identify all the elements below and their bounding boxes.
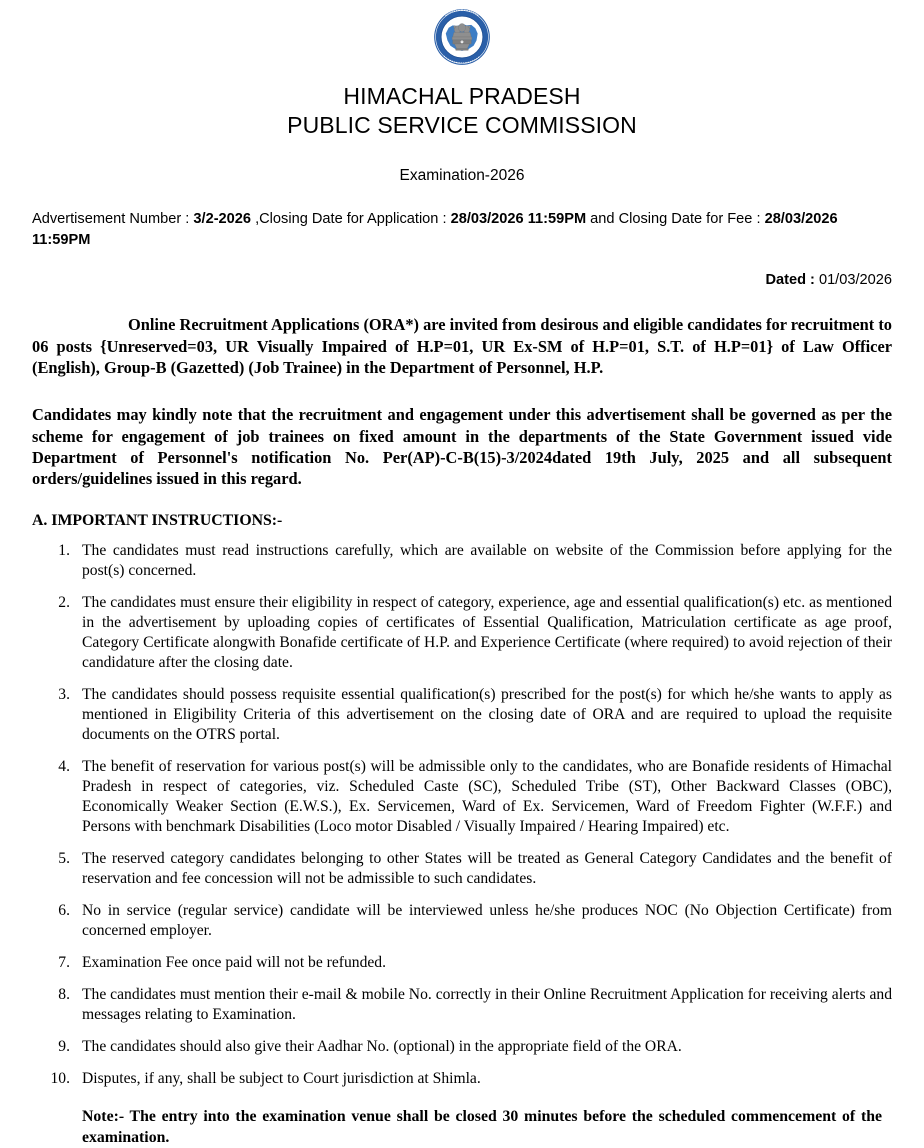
list-item — [32, 1069, 892, 1089]
list-item-number: 6. — [58, 902, 70, 920]
intro-paragraph: Online Recruitment Applications (ORA*) are invited from desirous and eligible candidates for recruitment to 06 posts {Unreserved=03, UR Visually Impaired of H.P=01, UR Ex-SM of H.P=01, S.T. of H.P=01} of Law Officer (English), Group-B (Gazetted) (Job Trainee) in the Department of Personnel, H.P. — [32, 315, 892, 378]
org-title-line2: PUBLIC SERVICE COMMISSION — [287, 111, 637, 138]
list-item — [32, 685, 892, 745]
list-item — [32, 953, 892, 973]
dated-label: Dated : — [765, 272, 819, 289]
list-item-number: 9. — [58, 1038, 70, 1056]
emblem-container — [32, 0, 892, 66]
list-item-number: 10. — [50, 1070, 70, 1088]
list-item — [32, 541, 892, 581]
advertisement-number-value: 3/2-2026 — [193, 210, 252, 227]
list-item-text: The reserved category candidates belonging to other States will be treated as General Category Candidates and the benefit of reservation and fee concession will not be admissible to such candidates. — [82, 850, 892, 888]
advertisement-number-label: Advertisement Number : — [32, 210, 194, 227]
note-text: Note:- The entry into the examination venue shall be closed 30 minutes before the scheduled commencement of the examination. — [82, 1108, 882, 1146]
list-item — [32, 757, 892, 837]
closing-date-application-label: ,Closing Date for Application : — [251, 210, 451, 227]
list-item — [32, 985, 892, 1025]
important-instructions-list — [32, 541, 892, 1090]
dated-line — [32, 272, 892, 288]
list-item — [32, 593, 892, 673]
list-item-text: The candidates must mention their e-mail & mobile No. correctly in their Online Recruitment Application for receiving alerts and messages relating to Examination. — [82, 986, 892, 1024]
list-item-text: The candidates must read instructions carefully, which are available on website of the Commission before applying for the post(s) concerned. — [82, 541, 892, 579]
list-item — [32, 849, 892, 889]
closing-date-fee-label: and Closing Date for Fee : — [586, 210, 765, 227]
list-item-text: The candidates should possess requisite essential qualification(s) prescribed for the post(s) for which he/she wants to apply as mentioned in Eligibility Criteria of this advertisement on the closing date of ORA and are required to upload the requisite documents on the OTRS portal. — [82, 685, 892, 743]
list-item-number: 8. — [58, 986, 70, 1004]
advertisement-meta-line — [32, 209, 892, 250]
dated-value: 01/03/2026 — [818, 272, 892, 289]
list-item-number: 1. — [58, 541, 70, 559]
list-item-text: No in service (regular service) candidate will be interviewed unless he/she produces NOC (No Objection Certificate) from concerned employer. — [82, 902, 892, 940]
list-item-number: 2. — [58, 593, 70, 611]
examination-title: Examination-2026 — [399, 166, 525, 184]
closing-date-application-value: 28/03/2026 11:59PM — [450, 210, 587, 227]
section-heading-important-instructions: A. IMPORTANT INSTRUCTIONS:- — [32, 511, 283, 529]
org-title-line1: HIMACHAL PRADESH — [343, 83, 581, 109]
hppsc-emblem-icon — [433, 8, 491, 66]
scheme-paragraph: Candidates may kindly note that the recruitment and engagement under this advertisement shall be governed as per the scheme for engagement of job trainees on fixed amount in the departments of the State Government issued vide Department of Personnel's notification No. Per(AP)-C-B(15)-3/2024dated 19th July, 2025 and all subsequent orders/guidelines issued in this regard. — [32, 405, 892, 489]
list-item — [32, 901, 892, 941]
organisation-title — [32, 82, 892, 140]
list-item-text: The benefit of reservation for various post(s) will be admissible only to the candidates, who are Bonafide residents of Himachal Pradesh in respect of categories, viz. Scheduled Caste (SC), Scheduled Tribe (ST), Other Backward Classes (OBC), Economically Weaker Section (E.W.S.), Ex. Servicemen, Ward of Ex. Servicemen, Ward of Freedom Fighter (W.F.F.) and Persons with benchmark Disabilities (Loco motor Disabled / Visually Impaired / Hearing Impaired) etc. — [82, 757, 892, 836]
list-item-text: Examination Fee once paid will not be refunded. — [82, 954, 386, 972]
list-item-number: 5. — [58, 850, 70, 868]
list-item-text: The candidates must ensure their eligibility in respect of category, experience, age and essential qualification(s) etc. as mentioned in the advertisement by uploading copies of certificates of Essential Qualification, Matriculation certificate as age proof, Category Certificate alongwith Bonafide certificate of H.P. and Experience Certificate (where required) to avoid rejection of their candidature after the closing date. — [82, 593, 892, 671]
list-item-text: Disputes, if any, shall be subject to Court jurisdiction at Shimla. — [82, 1070, 481, 1088]
list-item-number: 7. — [58, 954, 70, 972]
list-item-number: 3. — [58, 685, 70, 703]
list-item-text: The candidates should also give their Aadhar No. (optional) in the appropriate field of the ORA. — [82, 1038, 682, 1056]
list-item — [32, 1037, 892, 1057]
closing-date-fee-value: 28/03/2026 11:59PM — [32, 210, 838, 248]
list-item-number: 4. — [58, 757, 70, 775]
